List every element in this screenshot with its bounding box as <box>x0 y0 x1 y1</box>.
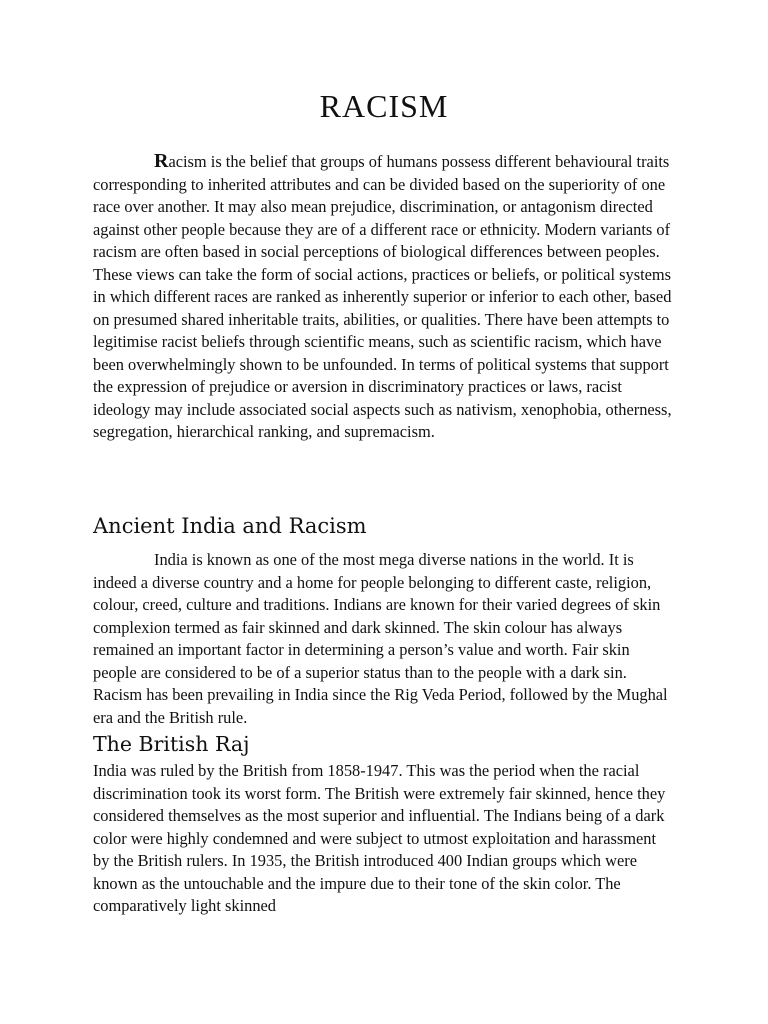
document-title: RACISM <box>319 88 449 124</box>
section-heading-british-raj: The British Raj <box>93 732 250 756</box>
section-heading-ancient-india: Ancient India and Racism <box>93 514 367 538</box>
ancient-india-paragraph: India is known as one of the most mega diverse nations in the world. It is indeed a diverse country and a home for people belonging to different caste, religion, colour, creed, culture and traditions. Indians are known for their varied degrees of skin complexion termed as fair skinned and dark skinned. The skin colour has always remained an important factor in determining a person’s value and worth. Fair skin people are considered to be of a superior status than to the people with a dark sin. Racism has been prevailing in India since the Rig Veda Period, followed by the Mughal era and the British rule. <box>93 550 668 727</box>
british-raj-paragraph: India was ruled by the British from 1858-1947. This was the period when the racial discrimination took its worst form. The British were extremely fair skinned, hence they considered themselves as the most superior and influential. The Indians being of a dark color were highly condemned and were subject to utmost exploitation and harassment by the British rulers. In 1935, the British introduced 400 Indian groups which were known as the untouchable and the impure due to their tone of the skin color. The comparatively light skinned <box>93 761 666 915</box>
drop-cap: R <box>154 150 169 172</box>
intro-paragraph <box>93 150 673 444</box>
intro-paragraph-text: acism is the belief that groups of humans possess different behavioural traits corresponding to inherited attributes and can be divided based on the superiority of one race over another. It may also mean prejudice, discrimination, or antagonism directed against other people because they are of a different race or ethnicity. Modern variants of racism are often based in social perceptions of biological differences between peoples. These views can take the form of social actions, practices or beliefs, or political systems in which different races are ranked as inherently superior or inferior to each other, based on presumed shared inheritable traits, abilities, or qualities. There have been attempts to legitimise racist beliefs through scientific means, such as scientific racism, which have been overwhelmingly shown to be unfounded. In terms of political systems that support the expression of prejudice or aversion in discriminatory practices or laws, racist ideology may include associated social aspects such as nativism, xenophobia, otherness, segregation, hierarchical ranking, and supremacism. <box>93 152 672 441</box>
